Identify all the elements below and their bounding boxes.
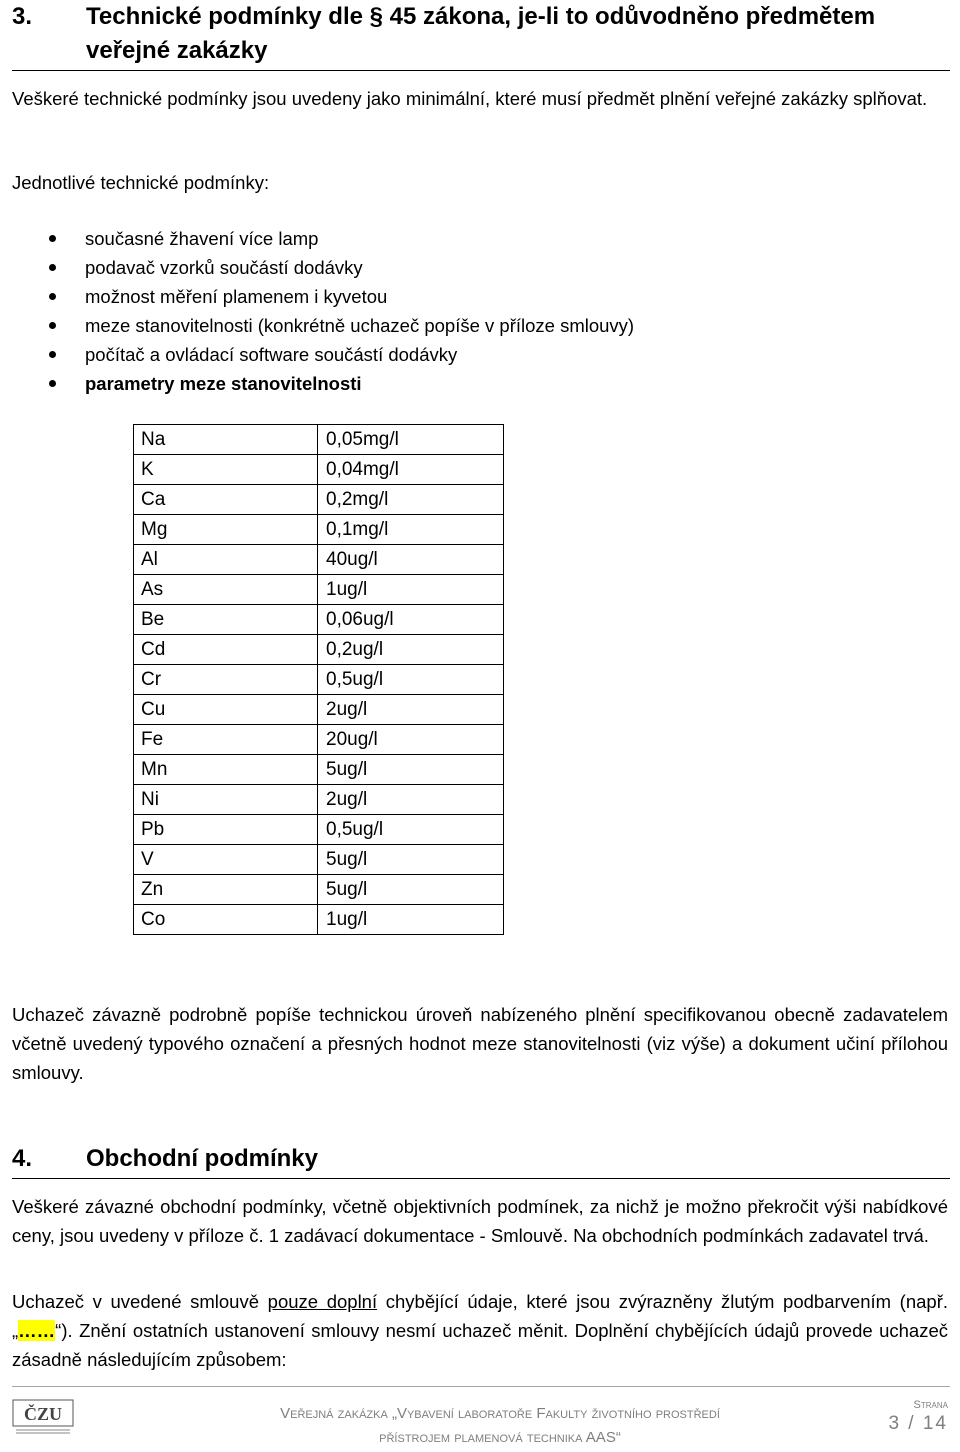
- para-text: chybějící údaje, které jsou zvýrazněny žlutým podbarvením (např. „: [12, 1291, 949, 1341]
- limit-value-cell: 0,2mg/l: [318, 485, 504, 515]
- table-row: [134, 845, 504, 875]
- section-4-rule: [12, 1178, 950, 1179]
- section-4-paragraph-1: Veškeré závazné obchodní podmínky, včetně objektivních podmínek, za nichž je možno překročit výši nabídkové ceny, jsou uvedeny v příloze č. 1 zadávací dokumentace - Smlouvě. Na obchodních podmínkách zadavatel trvá.: [12, 1196, 948, 1246]
- section-3-intro: Veškeré technické podmínky jsou uvedeny jako minimální, které musí předmět plnění veřejné zakázky splňovat.: [12, 88, 928, 109]
- table-row: [134, 695, 504, 725]
- limit-value-cell: 0,5ug/l: [318, 815, 504, 845]
- table-row: [134, 665, 504, 695]
- para-text: Uchazeč v uvedené smlouvě: [12, 1291, 268, 1312]
- element-cell: Cr: [134, 665, 318, 695]
- table-row: [134, 575, 504, 605]
- element-cell: Fe: [134, 725, 318, 755]
- element-cell: As: [134, 575, 318, 605]
- footer-title-line2: přístrojem plamenová technika AAS“: [379, 1429, 621, 1446]
- university-logo: [12, 1398, 74, 1436]
- list-item: [12, 224, 634, 253]
- element-cell: Cu: [134, 695, 318, 725]
- limit-value-cell: 0,05mg/l: [318, 425, 504, 455]
- underlined-text: pouze doplní: [267, 1291, 378, 1312]
- highlight-example: ……: [18, 1320, 56, 1341]
- section-4-title: Obchodní podmínky: [86, 1145, 318, 1172]
- limit-value-cell: 1ug/l: [318, 905, 504, 935]
- limit-value-cell: 2ug/l: [318, 785, 504, 815]
- element-cell: Be: [134, 605, 318, 635]
- limit-value-cell: 40ug/l: [318, 545, 504, 575]
- limit-value-cell: 0,04mg/l: [318, 455, 504, 485]
- list-item-text: meze stanovitelnosti (konkrétně uchazeč popíše v příloze smlouvy): [85, 315, 635, 336]
- limit-value-cell: 0,2ug/l: [318, 635, 504, 665]
- table-row: [134, 725, 504, 755]
- bullet-icon: [49, 264, 56, 271]
- element-cell: Al: [134, 545, 318, 575]
- table-row: [134, 515, 504, 545]
- section-4-number: 4.: [12, 1145, 33, 1172]
- limit-value-cell: 20ug/l: [318, 725, 504, 755]
- table-row: [134, 755, 504, 785]
- para-text: “). Znění ostatních ustanovení smlouvy nesmí uchazeč měnit. Doplnění chybějících údajů provede uchazeč zásadně následujícím způsobem:: [12, 1320, 948, 1370]
- section-3-rule: [12, 70, 950, 71]
- section-4-heading: [12, 1142, 948, 1176]
- limit-value-cell: 0,1mg/l: [318, 515, 504, 545]
- table-row: [134, 785, 504, 815]
- element-cell: Ca: [134, 485, 318, 515]
- section-3-closing: Uchazeč závazně podrobně popíše technickou úroveň nabízeného plnění specifikovanou obecně zadavatelem včetně uvedený typového označení a přesných hodnot meze stanovitelnosti (viz výše) a dokument učiní přílohou smlouvy.: [12, 1004, 948, 1083]
- table-row: [134, 875, 504, 905]
- limit-value-cell: 0,06ug/l: [318, 605, 504, 635]
- list-item-text: podavač vzorků součástí dodávky: [85, 257, 363, 278]
- section-3-title-line2: veřejné zakázky: [86, 37, 268, 64]
- section-3-number: 3.: [12, 3, 33, 30]
- element-cell: Mg: [134, 515, 318, 545]
- table-row: [134, 425, 504, 455]
- table-row: [134, 485, 504, 515]
- table-row: [134, 455, 504, 485]
- bullet-icon: [49, 322, 56, 329]
- element-cell: V: [134, 845, 318, 875]
- element-cell: Na: [134, 425, 318, 455]
- list-item: [12, 253, 634, 282]
- table-row: [134, 815, 504, 845]
- list-item: [12, 282, 634, 311]
- section-3-title-line1: Technické podmínky dle § 45 zákona, je-li to odůvodněno předmětem: [86, 3, 876, 30]
- section-4-paragraph-2: [12, 1287, 948, 1374]
- section-3-heading: [12, 0, 948, 34]
- list-item-text: počítač a ovládací software součástí dodávky: [85, 344, 458, 365]
- footer-title-line1: Veřejná zakázka „Vybavení laboratoře Fakulty životního prostředí: [280, 1405, 720, 1422]
- list-item-text: současné žhavení více lamp: [85, 228, 319, 249]
- page-number: 3 / 14: [888, 1413, 948, 1434]
- element-cell: Mn: [134, 755, 318, 785]
- footer-rule: [12, 1386, 950, 1387]
- limit-value-cell: 5ug/l: [318, 845, 504, 875]
- element-cell: Pb: [134, 815, 318, 845]
- bullet-icon: [49, 380, 56, 387]
- element-cell: Ni: [134, 785, 318, 815]
- list-item-text: parametry meze stanovitelnosti: [85, 373, 362, 394]
- list-item: [12, 369, 634, 398]
- element-cell: K: [134, 455, 318, 485]
- logo-text: ČZU: [23, 1404, 63, 1424]
- limit-value-cell: 5ug/l: [318, 875, 504, 905]
- table-row: [134, 905, 504, 935]
- element-cell: Zn: [134, 875, 318, 905]
- table-row: [134, 545, 504, 575]
- limit-value-cell: 0,5ug/l: [318, 665, 504, 695]
- section-3-heading-continued: [12, 34, 948, 68]
- list-item-text: možnost měření plamenem i kyvetou: [85, 286, 388, 307]
- limit-value-cell: 5ug/l: [318, 755, 504, 785]
- table-row: [134, 605, 504, 635]
- footer-title: [180, 1402, 820, 1450]
- conditions-list-lead: Jednotlivé technické podmínky:: [12, 172, 270, 193]
- element-cell: Co: [134, 905, 318, 935]
- element-cell: Cd: [134, 635, 318, 665]
- list-item: [12, 340, 634, 369]
- limit-value-cell: 1ug/l: [318, 575, 504, 605]
- bullet-icon: [49, 351, 56, 358]
- page-label: Strana: [913, 1399, 948, 1411]
- limit-value-cell: 2ug/l: [318, 695, 504, 725]
- bullet-icon: [49, 293, 56, 300]
- list-item: [12, 311, 634, 340]
- conditions-list: [12, 224, 634, 398]
- table-row: [134, 635, 504, 665]
- detection-limits-table: [133, 424, 504, 935]
- page-indicator: [888, 1398, 948, 1436]
- bullet-icon: [49, 235, 56, 242]
